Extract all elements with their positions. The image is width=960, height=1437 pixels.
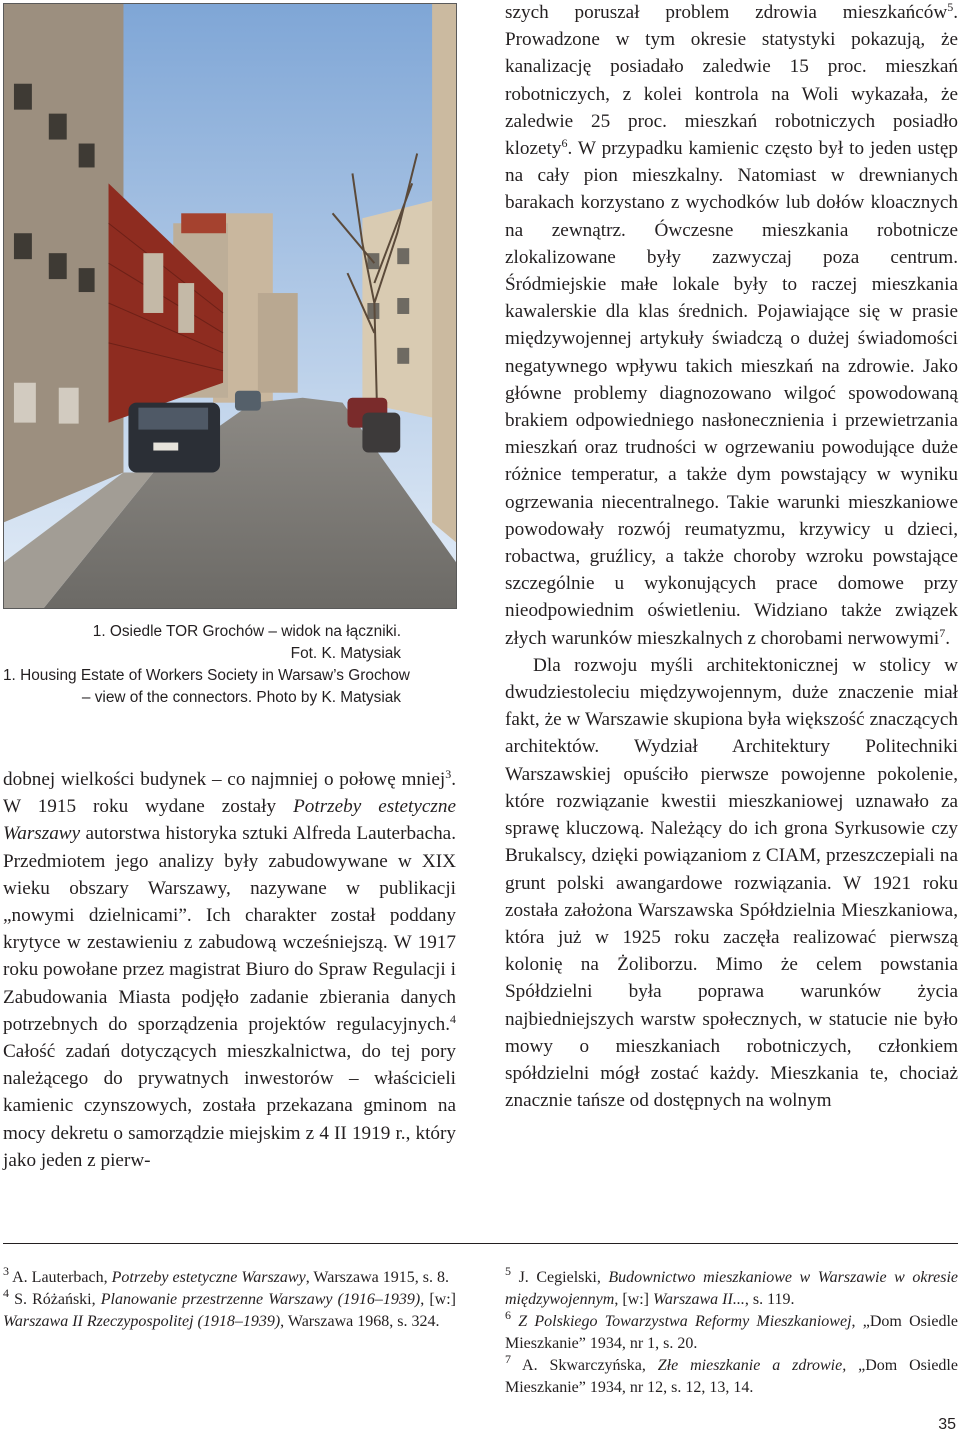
text-run: . [945, 627, 951, 649]
footnote-ref[interactable]: 4 [450, 1011, 456, 1026]
text-run: . Prowadzone w tym okresie statystyki pokazują, że kanalizację posiadało zaledwie 15 proc. mieszkań robotniczych, z kolei kontrola na Woli wykazała, że zaledwie 25 proc. mieszkań robotniczych posiadło klozety [505, 2, 958, 160]
body-column-left [3, 766, 456, 1174]
photo-street-between-housing-blocks-icon [4, 4, 456, 608]
page-number: 35 [938, 1416, 956, 1433]
text-run: , [w:] [614, 1291, 653, 1308]
text-run: szych poruszał problem zdrowia mieszkańców [505, 2, 948, 23]
italic-title: Warszawa II... [652, 1291, 745, 1308]
text-run: Całość zadań dotyczących mieszkalnictwa, do tej pory należącego do prywatnych inwestorów – właścicieli kamienic czynszowych, została przekazana gminom na mocy dekretu o samorządzie miejskim z 4 II 1919 r., który jako jeden z pierw- [3, 1041, 456, 1171]
footnotes-right [505, 1264, 958, 1399]
footnote-5 [505, 1264, 958, 1311]
italic-title: Warszawa II Rzeczypospolitej (1918–1939) [3, 1313, 281, 1330]
text-run: . W przypadku kamienic często był to jeden ustęp na cały pion mieszkalny. Natomiast w drewnianych barakach korzystano z wychodków lub dołów kloacznych na zewnątrz. Ówczesne mieszkania robotnicze zlokalizowane były zazwyczaj poza centrum. Śródmiejskie małe lokale były to raczej mieszkania kawalerskie dla klas średnich. Pojawiające się w prasie międzywojennej artykuły świadczą o dużej świadomości negatywnego wpływu takich mieszkań na zdrowie. Jako główne problemy diagnozowano wilgoć spowodowaną brakiem odpowiedniego nasłonecznienia i przewietrzania mieszkań oraz trudności w ogrzewaniu powodujące duże różnice temperatur, a także dym powstający w wyniku ogrzewania niecentralnego. Takie warunki mieszkaniowe powodowały rozwój reumatyzmu, krzywicy u dzieci, robactwa, gruźlicy, a także choroby wzroku powstające szczególnie u wykonujących prace domowe przy nieodpowiednim oświetleniu. Widziano także związek złych warunków mieszkalnych z chorobami nerwowymi [505, 138, 958, 649]
caption-pl-line-2: Fot. K. Matysiak [290, 645, 401, 662]
text-run: S. Różański, [14, 1291, 101, 1308]
italic-title: Budownictwo mieszkaniowe w Warszawie w okresie międzywojennym [505, 1269, 958, 1308]
text-run: , Warszawa 1968, s. 324. [280, 1313, 440, 1330]
text-run: , [w:] [420, 1291, 457, 1308]
italic-title: Złe mieszkanie a zdrowie, [657, 1357, 847, 1374]
text-run: dobnej wielkości budynek – co najmniej o połowę mniej [3, 769, 446, 790]
footnote-3 [3, 1264, 456, 1289]
paragraph: Dla rozwoju myśli architektonicznej w stolicy w dwudziestoleciu międzywojennym, duże znaczenie miał fakt, że w Warszawie skupiona była większość znaczących architektów. Wydział Architektury Politechniki Warszawskiej opuściło pierwsze powojenne pokolenie, które rozwiązanie kwestii mieszkaniowej uznawało za sprawę kluczową. Należący do ich grona Syrkusowie czy Brukalscy, dzięki powiązaniom z CIAM, przeszczepiali na grunt polski awangardowe rozwiązania. W 1921 roku została założona Warszawska Spółdzielnia Mieszkaniowa, która już w 1925 roku zaczęła realizować pierwszą kolonię na Żoliborzu. Mimo że celem powstania Spółdzielni była poprawa warunków życia najbiedniejszych warstw społecznych, w statucie nie było mowy o mieszkaniach robotniczych, członkiem spółdzielni mógł zostać każdy. Mieszkania te, chociaż znacznie tańsze od dostępnych na wolnym [505, 654, 958, 1112]
text-run: A. Lauterbach, [12, 1269, 112, 1286]
italic-title: Z Polskiego Towarzystwa Reformy Mieszkaniowej [518, 1313, 852, 1330]
footnote-7 [505, 1352, 958, 1399]
caption-en-line-2: – view of the connectors. Photo by K. Matysiak [81, 689, 401, 706]
text-run: autorstwa historyka sztuki Alfreda Lauterbacha. Przedmiotem jego analizy były zabudowywane w XIX wieku obszary Warszawy, nazywane w publikacji „nowymi dzielnicami”. Ich charakter został poddany krytyce w zestawieniu z zabudową wcześniejszą. W 1917 roku powołane przez magistrat Biuro do Spraw Regulacji i Zabudowania Miasta podjęło zadanie zbierania danych potrzebnych do sporządzenia projektów regulacyjnych. [3, 823, 456, 1035]
text-run: . W 1915 roku wydane zostały [3, 769, 456, 818]
text-run: , Warszawa 1915, s. 8. [305, 1269, 449, 1286]
paragraph [3, 766, 456, 1174]
footnote-number: 4 [3, 1286, 9, 1300]
caption-pl-line-1: 1. Osiedle TOR Grochów – widok na łączniki. [92, 623, 401, 640]
italic-title: Planowanie przestrzenne Warszawy (1916–1939) [100, 1291, 421, 1308]
footnote-6 [505, 1308, 958, 1355]
text-run: , „Dom Osiedle Mieszkanie” 1934, nr 1, s. 20. [505, 1313, 958, 1352]
caption-en-line-1: 1. Housing Estate of Workers Society in Warsaw’s Grochow [3, 667, 410, 684]
footnote-number: 3 [3, 1264, 9, 1278]
text-run: A. Skwarczyńska, [522, 1357, 658, 1374]
text-run: J. Cegielski, [518, 1269, 609, 1286]
paragraph [505, 0, 958, 652]
footnote-ref[interactable]: 3 [445, 767, 452, 781]
footnote-4 [3, 1286, 457, 1333]
body-column-right [505, 0, 958, 1114]
figure-photo [3, 3, 457, 609]
text-run: , s. 119. [744, 1291, 795, 1308]
footnote-number: 7 [505, 1352, 511, 1366]
footnote-divider [3, 1243, 958, 1244]
footnote-ref[interactable]: 7 [939, 625, 946, 640]
text-run: „Dom Osiedle Mieszkanie” 1934, nr 12, s. 12, 13, 14. [505, 1357, 958, 1396]
footnote-number: 5 [505, 1264, 511, 1278]
footnotes-left [3, 1264, 457, 1333]
footnote-ref[interactable]: 6 [561, 136, 568, 151]
footnote-number: 6 [505, 1308, 511, 1322]
footnote-ref[interactable]: 5 [947, 0, 954, 14]
figure-caption [3, 621, 410, 709]
italic-title: Potrzeby estetyczne Warszawy [3, 796, 456, 845]
italic-title: Potrzeby estetyczne Warszawy [111, 1269, 306, 1286]
